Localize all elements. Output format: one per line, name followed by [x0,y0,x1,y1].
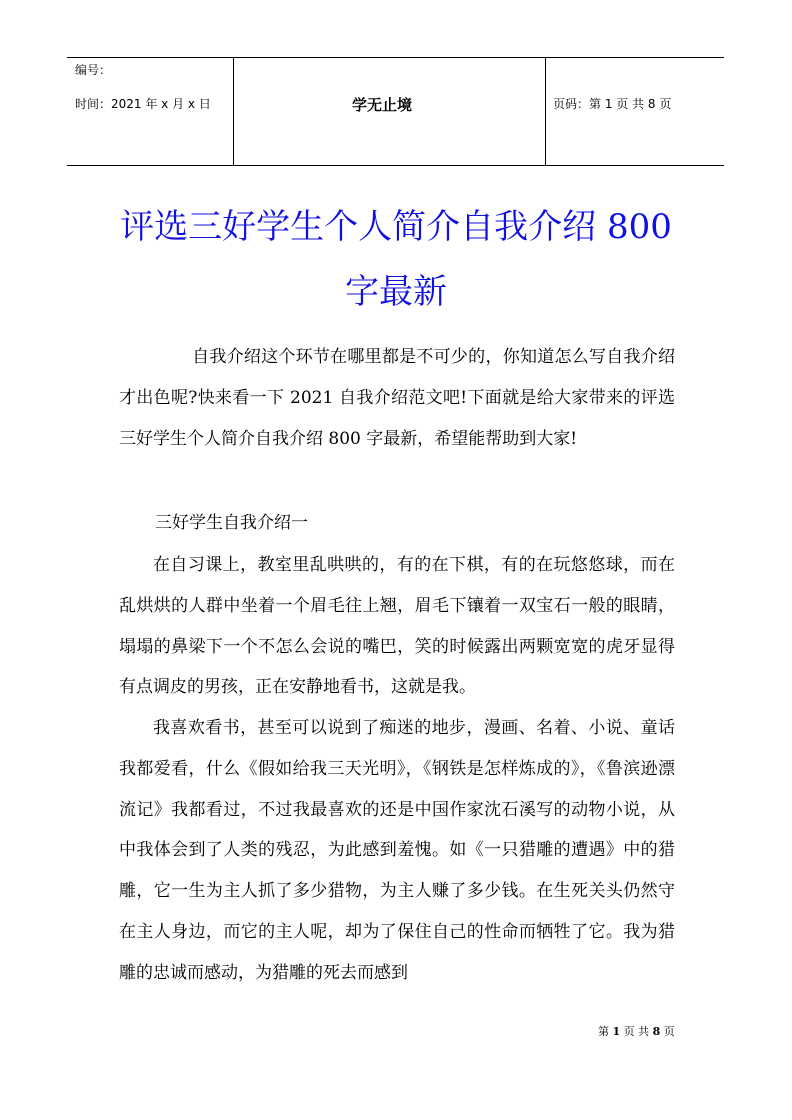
footer-page-number: 1 [612,1025,621,1038]
footer-prefix: 第 [598,1025,613,1038]
header-time-label: 时间：2021 年 x 月 x 日 [75,97,211,111]
header-page-info: 页码：第 1 页 共 8 页 [553,97,672,111]
page-header [67,57,724,166]
page-footer [598,1023,675,1039]
footer-total-pages: 8 [652,1025,661,1038]
header-number-label: 编号： [75,63,112,77]
intro-paragraph: 自我介绍这个环节在哪里都是不可少的，你知道怎么写自我介绍才出色呢?快来看一下 2021 自我介绍范文吧!下面就是给大家带来的评选三好学生个人简介自我介绍 800 字最新，希望能帮助到大家! [119,347,675,449]
body-paragraph-1: 在自习课上，教室里乱哄哄的，有的在下棋，有的在玩悠悠球，而在乱烘烘的人群中坐着一个眉毛往上翘，眉毛下镶着一双宝石一般的眼睛，塌塌的鼻梁下一个不怎么会说的嘴巴，笑的时候露出两颗宽宽的虎牙显得有点调皮的男孩，正在安静地看书，这就是我。 [119,555,675,698]
footer-suffix: 页 [660,1025,675,1038]
section-heading: 三好学生自我介绍一 [155,513,308,533]
footer-middle: 页 共 [620,1025,653,1038]
header-center-title: 学无止境 [352,96,413,114]
header-divider-left [233,58,234,165]
document-title-line2: 字最新 [345,272,447,312]
body-paragraph-2: 我喜欢看书，甚至可以说到了痴迷的地步，漫画、名着、小说、童话我都爱看，什么《假如给我三天光明》，《钢铁是怎样炼成的》，《鲁滨逊漂流记》我都看过，不过我最喜欢的还是中国作家沈石溪写的动物小说，从中我体会到了人类的残忍，为此感到羞愧。如《一只猎雕的遭遇》中的猎雕，它一生为主人抓了多少猎物，为主人赚了多少钱。在生死关头仍然守在主人身边，而它的主人呢，却为了保住自己的性命而牺牲了它。我为猎雕的忠诚而感动，为猎雕的死去而感到 [119,718,675,983]
document-title-line1: 评选三好学生个人简介自我介绍 800 [120,207,672,247]
header-divider-right [545,58,546,165]
